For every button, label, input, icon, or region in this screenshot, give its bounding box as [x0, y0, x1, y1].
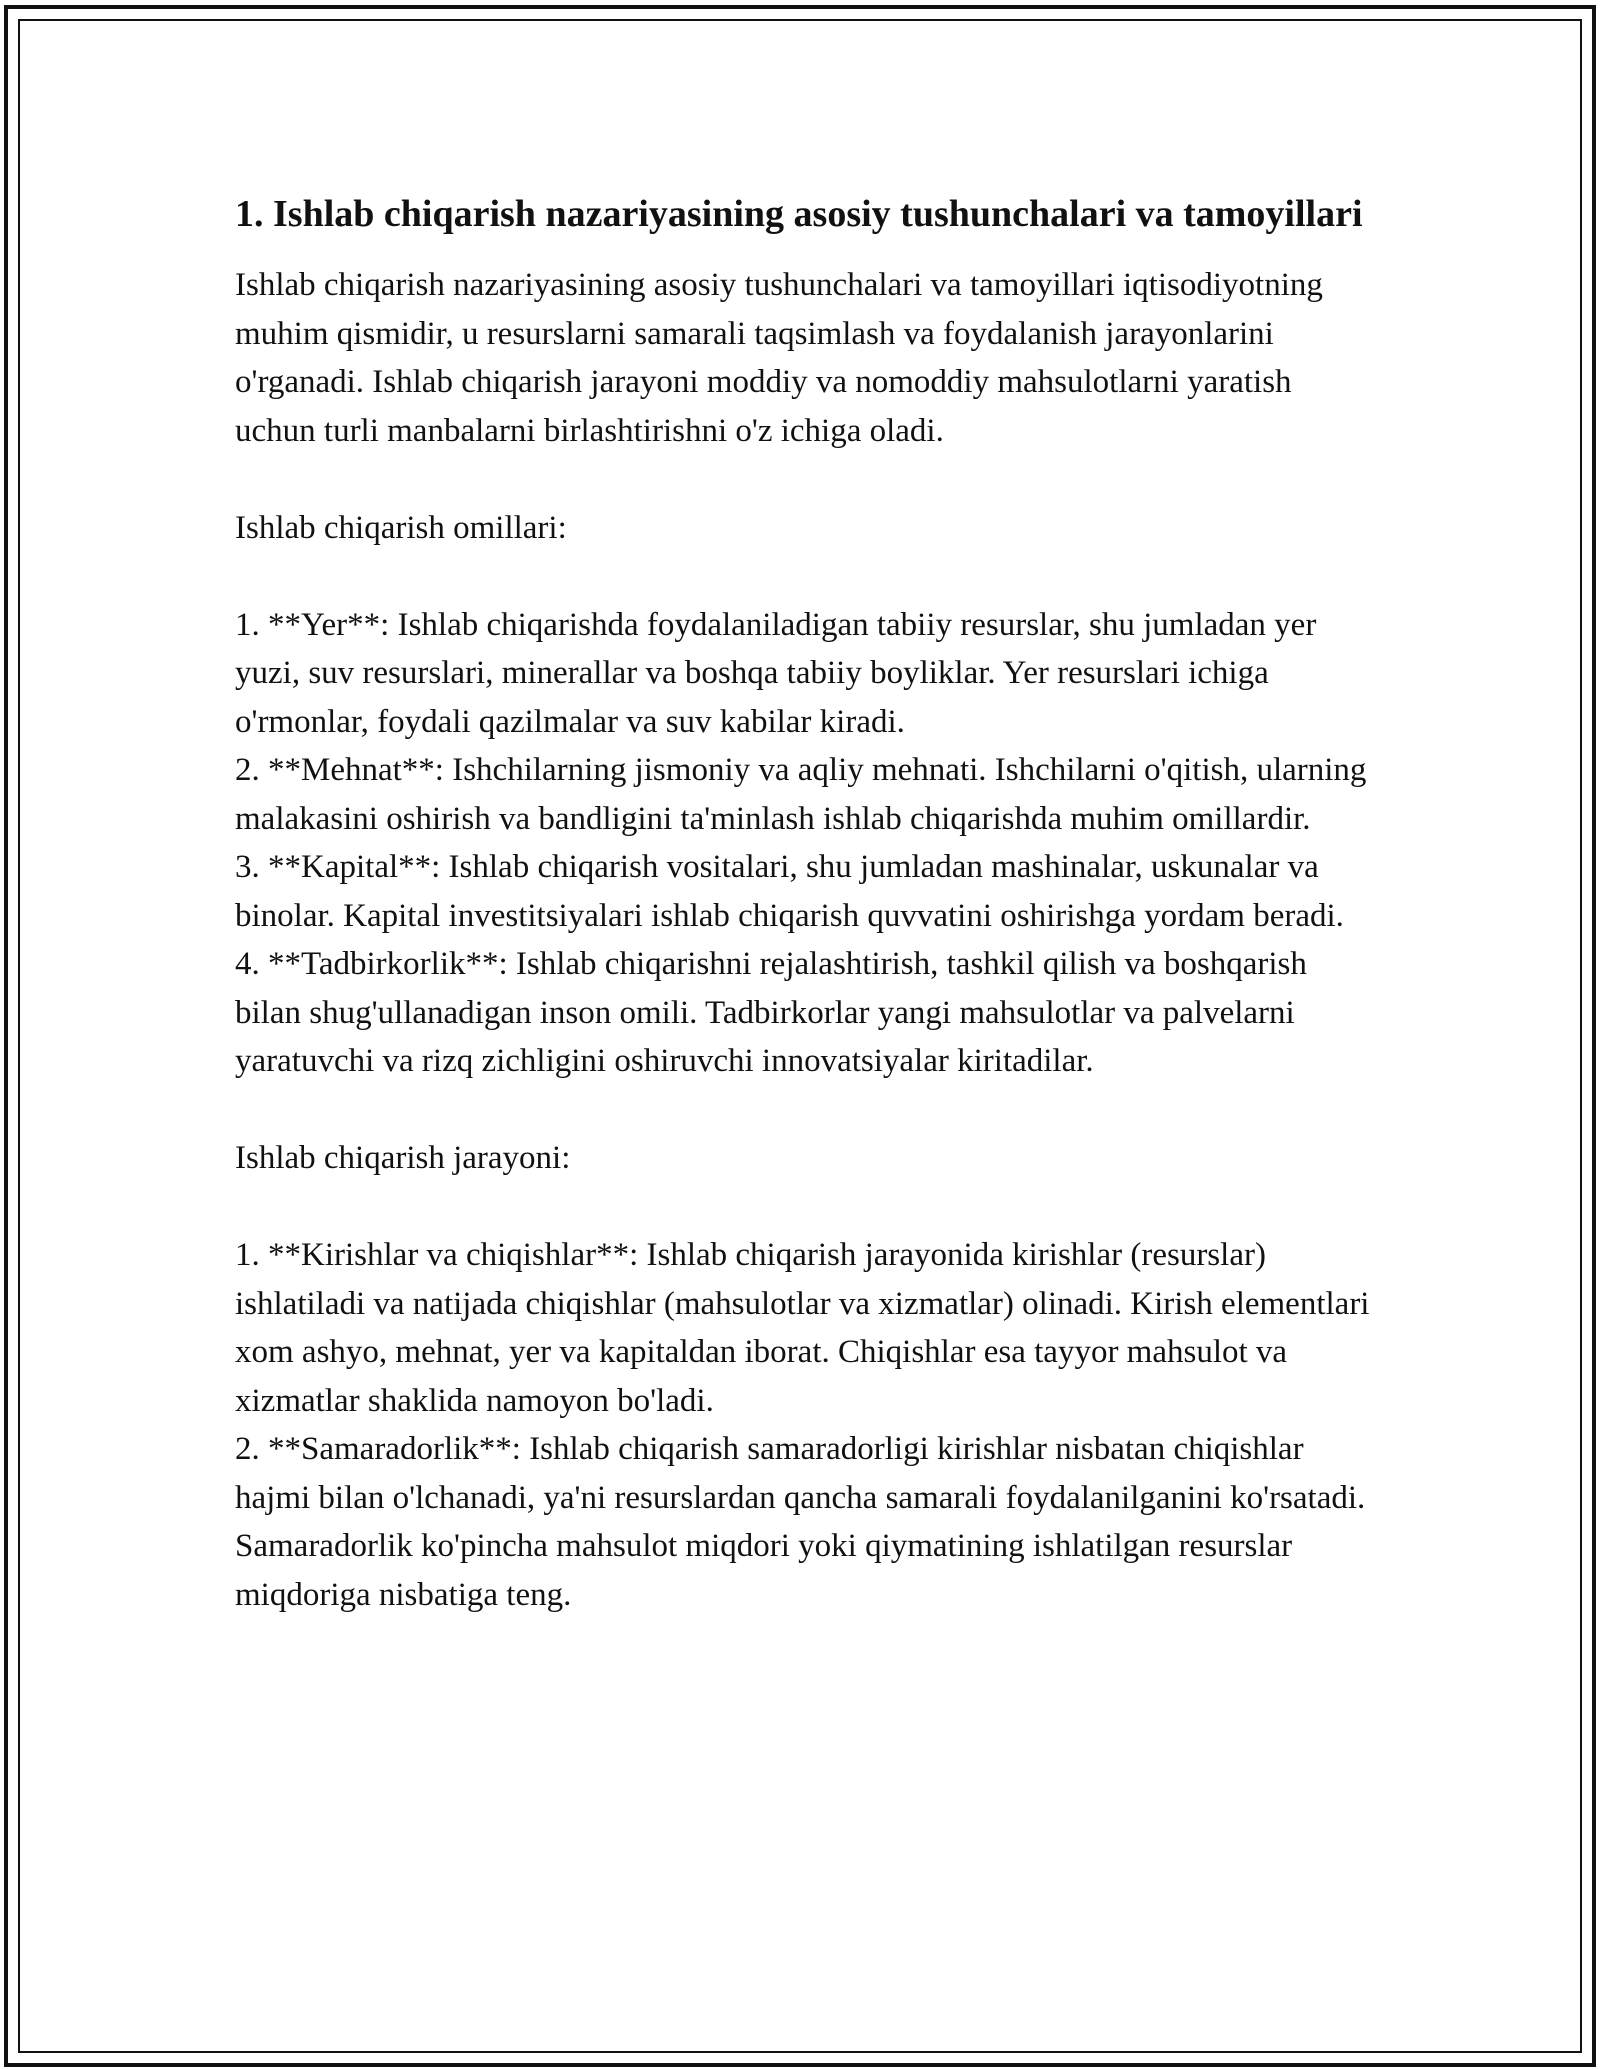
list-item-capital: 3. **Kapital**: Ishlab chiqarish vositalari, shu jumladan mashinalar, uskunalar va binolar. Kapital investitsiyalari ishlab chiqarish quvvatini oshirishga yordam beradi.	[235, 849, 1344, 934]
factors-title: Ishlab chiqarish omillari:	[235, 509, 567, 546]
section-heading: 1. Ishlab chiqarish nazariyasining asosiy tushunchalari va tamoyillari	[235, 193, 1363, 235]
document-body	[235, 186, 1375, 1619]
paragraph-gap	[235, 455, 1375, 504]
list-item-labor: 2. **Mehnat**: Ishchilarning jismoniy va aqliy mehnati. Ishchilarni o'qitish, ularning malakasini oshirish va bandligini ta'minlash ishlab chiqarishda muhim omillardir.	[235, 752, 1367, 837]
list-item-inputs-outputs: 1. **Kirishlar va chiqishlar**: Ishlab chiqarish jarayonida kirishlar (resurslar) ishlatiladi va natijada chiqishlar (mahsulotlar va xizmatlar) olinadi. Kirish elementlari xom ashyo, mehnat, yer va kapitaldan iborat. Chiqishlar esa tayyor mahsulot va xizmatlar shaklida namoyon bo'ladi.	[235, 1237, 1370, 1419]
process-title: Ishlab chiqarish jarayoni:	[235, 1140, 571, 1176]
list-item-efficiency: 2. **Samaradorlik**: Ishlab chiqarish samaradorligi kirishlar nisbatan chiqishlar hajmi bilan o'lchanadi, ya'ni resurslardan qancha samarali foydalanilganini ko'rsatadi. Samaradorlik ko'pincha mahsulot miqdori yoki qiymatining ishlatilgan resurslar miqdoriga nisbatiga teng.	[235, 1431, 1366, 1613]
list-item-land: 1. **Yer**: Ishlab chiqarishda foydalaniladigan tabiiy resurslar, shu jumladan yer yuzi, suv resurslari, minerallar va boshqa tabiiy boyliklar. Yer resurslari ichiga o'rmonlar, foydali qazilmalar va suv kabilar kiradi.	[235, 606, 1317, 740]
intro-paragraph: Ishlab chiqarish nazariyasining asosiy tushunchalari va tamoyillari iqtisodiyotning muhim qismidir, u resurslarni samarali taqsimlash va foydalanish jarayonlarini o'rganadi. Ishlab chiqarish jarayoni moddiy va nomoddiy mahsulotlarni yaratish uchun turli manbalarni birlashtirishni o'z ichiga oladi.	[235, 267, 1332, 449]
paragraph-gap	[235, 552, 1375, 601]
paragraph-gap	[235, 1086, 1375, 1135]
paragraph-gap	[235, 1183, 1375, 1232]
list-item-entrepreneurship: 4. **Tadbirkorlik**: Ishlab chiqarishni rejalashtirish, tashkil qilish va boshqarish bilan shug'ullanadigan inson omili. Tadbirkorlar yangi mahsulotlar va palvelarni yaratuvchi va rizq zichligini oshiruvchi innovatsiyalar kiritadilar.	[235, 946, 1307, 1079]
